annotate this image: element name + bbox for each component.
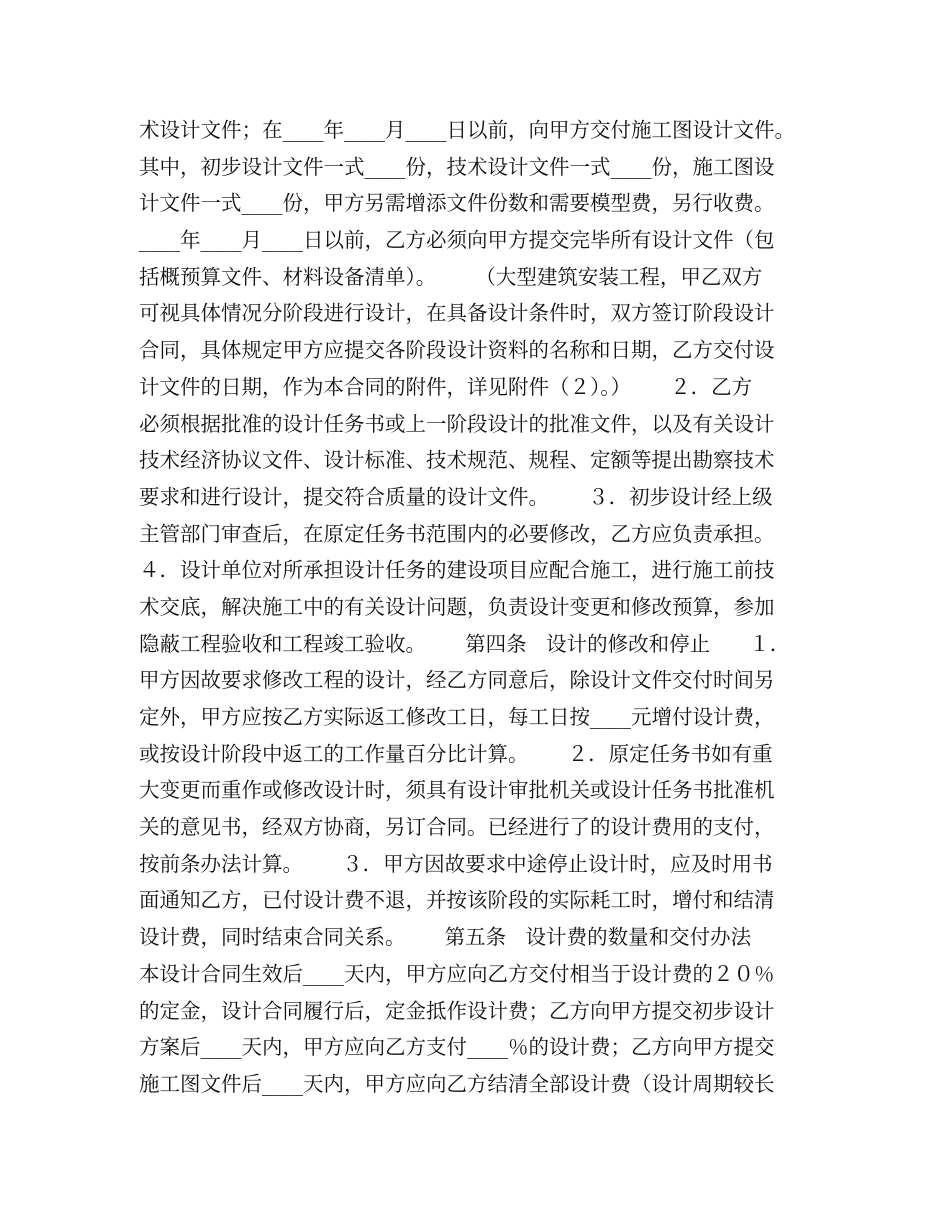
text-line: 定外，甲方应按乙方实际返工修改工日，每工日按____元增付设计费， <box>139 705 775 729</box>
text-line: 关的意见书，经双方协商，另订合同。已经进行了的设计费用的支付， <box>139 815 775 840</box>
text-line: 要求和进行设计，提交符合质量的设计文件。 ３．初步设计经上级 <box>139 484 773 509</box>
text-line: 术交底，解决施工中的有关设计问题，负责设计变更和修改预算，参加 <box>139 594 775 619</box>
text-line: 施工图文件后____天内，甲方应向乙方结清全部设计费（设计周期较长 <box>139 1071 775 1096</box>
text-line: 合同，具体规定甲方应提交各阶段设计资料的名称和日期，乙方交付设 <box>139 338 775 363</box>
text-line: 其中，初步设计文件一式____份，技术设计文件一式____份，施工图设 <box>139 154 775 179</box>
text-line: 计文件的日期，作为本合同的附件，详见附件（２）。） ２．乙方 <box>139 374 753 399</box>
text-line: 面通知乙方，已付设计费不退，并按该阶段的实际耗工时，增付和结清 <box>139 888 775 913</box>
contract-body-text <box>139 112 839 1103</box>
text-line: 或按设计阶段中返工的工作量百分比计算。 ２．原定任务书如有重 <box>139 741 773 766</box>
text-line: 隐蔽工程验收和工程竣工验收。 第四条 设计的修改和停止 １． <box>139 631 791 656</box>
text-line: ____年____月____日以前，乙方必须向甲方提交完毕所有设计文件（包 <box>139 228 775 253</box>
text-line: 甲方因故要求修改工程的设计，经乙方同意后，除设计文件交付时间另 <box>139 668 775 693</box>
text-line: ４．设计单位对所承担设计任务的建设项目应配合施工，进行施工前技 <box>139 558 775 583</box>
text-line: 术设计文件；在____年____月____日以前，向甲方交付施工图设计文件。 <box>139 118 795 142</box>
text-line: 括概预算文件、材料设备清单）。 （大型建筑安装工程，甲乙双方 <box>139 264 763 289</box>
text-line: 按前条办法计算。 ３．甲方因故要求中途停止设计时，应及时用书 <box>139 851 773 876</box>
text-line: 技术经济协议文件、设计标准、技术规范、规程、定额等提出勘察技术 <box>139 448 775 473</box>
text-line: 可视具体情况分阶段进行设计，在具备设计条件时，双方签订阶段设计 <box>139 301 775 326</box>
text-line: 设计费，同时结束合同关系。 第五条 设计费的数量和交付办法 <box>139 925 752 950</box>
text-line: 的定金，设计合同履行后，定金抵作设计费；乙方向甲方提交初步设计 <box>139 998 775 1023</box>
text-line: 主管部门审查后，在原定任务书范围内的必要修改，乙方应负责承担。 <box>139 521 775 546</box>
text-line: 必须根据批准的设计任务书或上一阶段设计的批准文件，以及有关设计 <box>139 411 775 436</box>
text-line: 方案后____天内，甲方应向乙方支付____％的设计费；乙方向甲方提交 <box>139 1035 775 1060</box>
text-line: 本设计合同生效后____天内，甲方应向乙方交付相当于设计费的２０％ <box>139 961 775 986</box>
text-line: 大变更而重作或修改设计时，须具有设计审批机关或设计任务书批准机 <box>139 778 775 803</box>
text-line: 计文件一式____份，甲方另需增添文件份数和需要模型费，另行收费。 <box>139 191 775 216</box>
